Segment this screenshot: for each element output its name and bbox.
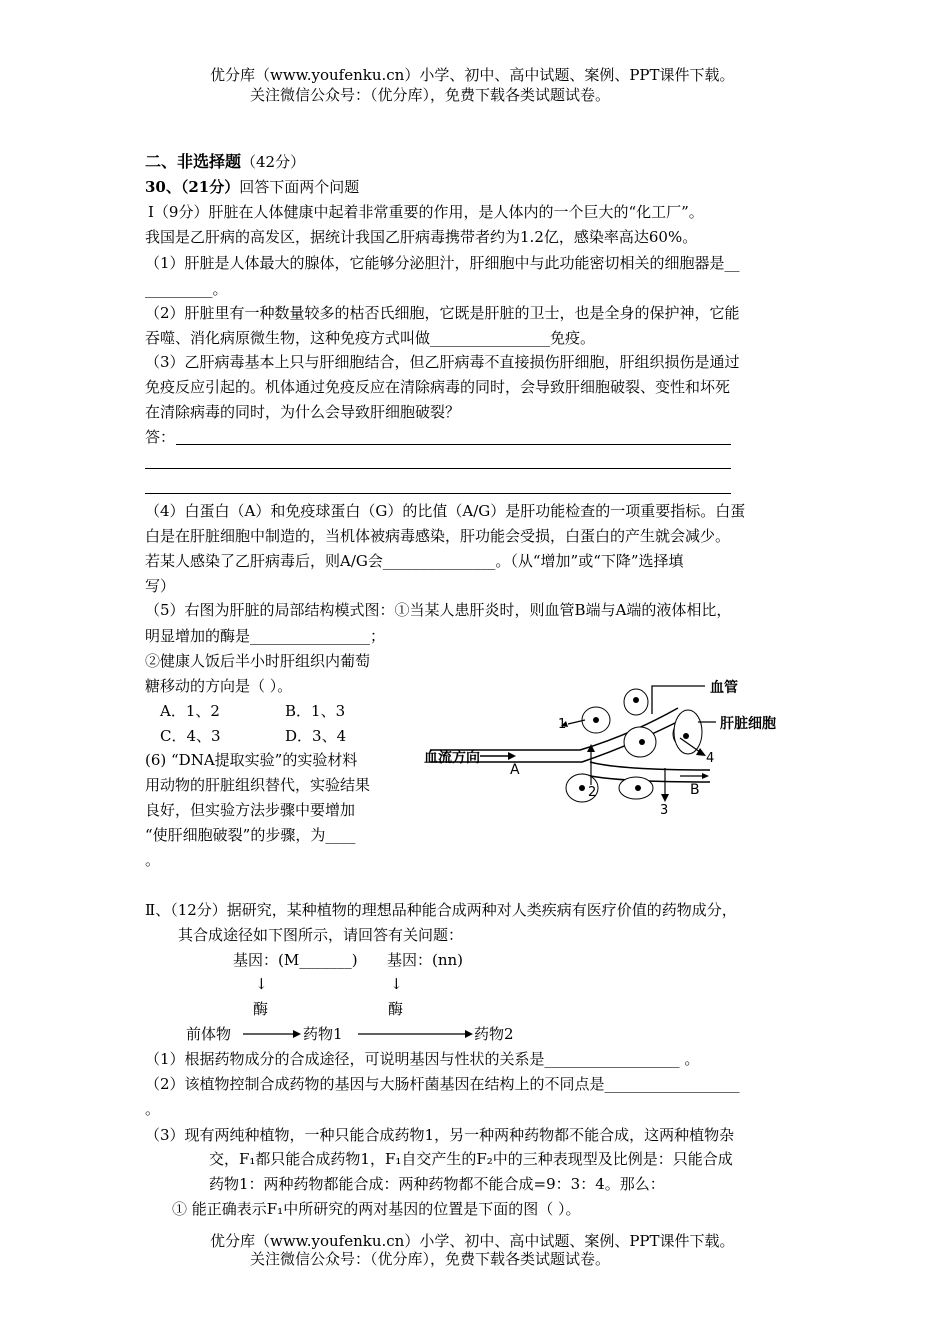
b-arrow-head [702,773,709,779]
part-i-q4-line-2: 白是在肝脏细胞中制造的，当机体被病毒感染，肝功能会受损，白蛋白的产生就会减少。 [145,527,731,545]
part-ii-q3-line-1: （3）现有两纯种植物，一种只能合成药物1，另一种两种药物都不能合成，这两种植物杂 [145,1126,735,1144]
cell-nucleus [639,739,645,745]
cell-nucleus [579,785,585,791]
part-i-q6-line-1: (6) “DNA提取实验”的实验材料 [145,751,358,769]
part-ii-q1: （1）根据药物成分的合成途径，可说明基因与性状的关系是__________________ 。 [145,1050,700,1068]
label-b: B [690,782,700,798]
label-2: 2 [588,785,597,800]
footer-line-2: 关注微信公众号：（优分库），免费下载各类试题试卷。 [250,1250,611,1268]
pathway-arrow-2-head [465,1030,473,1038]
cell-nucleus [593,717,599,723]
drug-1-label: 药物1 [303,1025,343,1043]
part-ii-line-2: 其合成途径如下图所示，请回答有关问题： [178,926,464,944]
section-title-text: 二、非选择题 [145,152,242,171]
answer-line-3 [145,493,731,494]
arrow-3-head [661,794,669,802]
drug-2-label: 药物2 [474,1025,514,1043]
part-i-q6-line-4: “使肝细胞破裂”的步骤，为____ [145,826,356,844]
answer-line-2 [145,468,731,469]
down-arrow-1: ↓ [255,975,268,993]
part-ii-q3-line-2: 交，F₁都只能合成药物1，F₁自交产生的F₂中的三种表现型及比例是：只能合成 [209,1150,733,1168]
down-arrow-2: ↓ [390,975,403,993]
cell-nucleus [633,697,639,703]
part-i-q6-line-2: 用动物的肝脏组织替代，实验结果 [145,776,371,794]
enzyme-label-2: 酶 [388,1000,404,1018]
header-line-1: 优分库（www.youfenku.cn）小学、初中、高中试题、案例、PPT课件下载。 [210,66,735,84]
enzyme-label-1: 酶 [253,1000,269,1018]
cell-nucleus [635,785,641,791]
answer-label: 答： [145,428,176,446]
label-vessel: 血管 [710,680,738,696]
vessel-leader [652,686,705,714]
part-i-q5-line-3: ②健康人饭后半小时肝组织内葡萄 [145,652,371,670]
header-line-2: 关注微信公众号：（优分库），免费下载各类试题试卷。 [250,86,611,104]
label-liver-cell: 肝脏细胞 [720,716,776,732]
part-i-q4-line-3: 若某人感染了乙肝病毒后，则A/G会_______________。（从“增加”或“下降”选择填 [145,552,684,570]
part-i-line-1: Ⅰ（9分）肝脏在人体健康中起着非常重要的作用，是人体内的一个巨大的“化工厂”。 [148,203,704,221]
liver-structure-diagram [420,670,800,820]
answer-line-1 [176,444,731,445]
question-30-intro: 回答下面两个问题 [239,178,360,196]
part-ii-q2-line-1: （2）该植物控制合成药物的基因与大肠杆菌基因在结构上的不同点是__________________ [145,1075,740,1093]
footer-line-1: 优分库（www.youfenku.cn）小学、初中、高中试题、案例、PPT课件下载。 [210,1232,735,1250]
part-i-q5-line-2: 明显增加的酶是________________； [145,627,386,645]
gene-nn-label: 基因：(nn) [387,951,464,969]
part-i-q5-line-1: （5）右图为肝脏的局部结构模式图：①当某人患肝炎时，则血管B端与A端的液体相比， [145,601,732,619]
part-i-q4-line-1: （4）白蛋白（A）和免疫球蛋白（G）的比值（A/G）是肝功能检查的一项重要指标。白蛋 [145,502,746,520]
label-a: A [510,762,520,778]
label-1: 1 [558,717,567,732]
option-a: A．1、2 [160,702,220,720]
part-ii-q3-line-4: ① 能正确表示F₁中所研究的两对基因的位置是下面的图（ ）。 [172,1200,581,1218]
part-i-q3-line-2: 免疫反应引起的。机体通过免疫反应在清除病毒的同时，会导致肝细胞破裂、变性和坏死 [145,378,731,396]
label-3: 3 [660,803,669,818]
part-i-q5-line-4: 糖移动的方向是（ ）。 [145,677,293,695]
section-score: （42分） [241,153,306,171]
part-ii-line-1: Ⅱ、（12分）据研究，某种植物的理想品种能合成两种对人类疾病有医疗价值的药物成分， [145,901,737,919]
option-b: B．1、3 [285,702,346,720]
section-title [145,152,305,172]
label-flow-direction: 血流方向 [424,750,480,766]
gene-m-label: 基因：(M_______) [233,951,358,969]
part-i-q1-line-2: _________。 [145,280,228,298]
flow-arrow-head [508,752,516,760]
part-i-q6-line-5: 。 [145,851,161,869]
part-i-q3-line-3: 在清除病毒的同时，为什么会导致肝细胞破裂？ [145,403,461,421]
question-30-number: 30、（21分） [145,178,240,196]
precursor-label: 前体物 [186,1025,232,1043]
part-i-line-2: 我国是乙肝病的高发区，据统计我国乙肝病毒携带者约为1.2亿，感染率高达60%。 [145,228,698,246]
part-i-q1-line-1: （1）肝脏是人体最大的腺体，它能够分泌胆汁，肝细胞中与此功能密切相关的细胞器是__ [145,254,740,272]
label-4: 4 [706,751,715,766]
cell-nucleus [683,733,689,739]
part-i-q6-line-3: 良好，但实验方法步骤中要增加 [145,801,356,819]
part-ii-q2-line-2: 。 [145,1100,161,1118]
part-i-q3-line-1: （3）乙肝病毒基本上只与肝细胞结合，但乙肝病毒不直接损伤肝细胞，肝组织损伤是通过 [145,353,740,371]
option-c: C．4、3 [160,727,221,745]
vessel-lower-inner-wall [590,762,710,770]
part-i-q2-line-2: 吞噬、消化病原微生物，这种免疫方式叫做________________免疫。 [145,329,596,347]
question-30-heading [145,178,359,197]
pathway-arrows [243,1027,473,1041]
pathway-arrow-1-head [293,1030,301,1038]
arrow-4-head [696,748,706,756]
liver-cell [674,710,702,754]
option-d: D．3、4 [285,727,347,745]
part-i-q2-line-1: （2）肝脏里有一种数量较多的枯否氏细胞，它既是肝脏的卫士，也是全身的保护神，它能 [145,304,740,322]
part-ii-q3-line-3: 药物1：两种药物都能合成：两种药物都不能合成=9：3：4。那么： [209,1175,665,1193]
part-i-q4-line-4: 写） [145,577,176,595]
